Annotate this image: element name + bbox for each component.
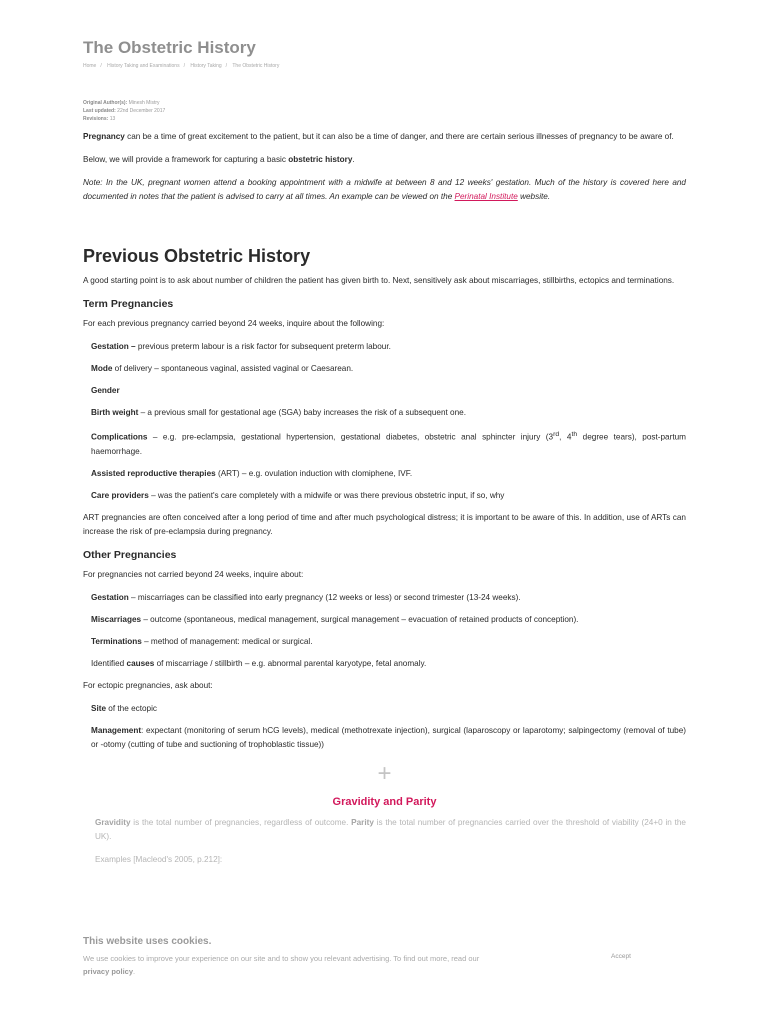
superscript-rd: rd xyxy=(553,431,560,438)
term-item-gestation xyxy=(83,340,686,354)
ectopic-item-text: : expectant (monitoring of serum hCG levels), medical (methotrexate injection), surgical (laparoscopy or laparotomy; salpingectomy (removal of tube) or -otomy (cutting of tube and suctioning of trophoblastic tissue)) xyxy=(91,725,686,749)
term-item-bold: Assisted reproductive therapies xyxy=(91,468,216,478)
other-item-bold: Miscarriages xyxy=(91,614,142,624)
author-label: Original Author(s): xyxy=(83,100,128,106)
breadcrumb-home[interactable]: Home xyxy=(83,63,97,69)
complications-text: – e.g. pre-eclampsia, gestational hypertension, gestational diabetes, obstetric anal sphincter injury (3 xyxy=(147,432,554,442)
section-heading-previous: Previous Obstetric History xyxy=(83,246,311,266)
complications-end: degree tears), post-partum haemorrhage. xyxy=(91,432,686,456)
other-item-gestation xyxy=(83,591,686,605)
term-item-bold: Birth weight xyxy=(91,408,139,417)
causes-pre: Identified xyxy=(91,658,127,668)
term-intro: For each previous pregnancy carried beyond 24 weeks, inquire about the following: xyxy=(83,319,385,328)
updated-label: Last updated: xyxy=(83,108,116,114)
other-item-terminations xyxy=(83,635,686,649)
other-intro: For pregnancies not carried beyond 24 weeks, inquire about: xyxy=(83,569,304,579)
updated-value: 22nd December 2017 xyxy=(117,108,166,114)
revisions-label: Revisions: xyxy=(83,116,109,122)
parity-text: is the total number of pregnancies carried over the threshold of viability (24+0 in the UK). xyxy=(95,817,686,841)
term-item-text: – a previous small for gestational age (SGA) baby increases the risk of a subsequent one. xyxy=(138,408,466,417)
expand-plus-icon[interactable]: + xyxy=(377,759,392,787)
term-item-text: of delivery – spontaneous vaginal, assisted vaginal or Caesarean. xyxy=(112,364,354,373)
term-item-gender xyxy=(83,384,686,398)
other-item-causes xyxy=(83,657,686,671)
previous-intro: A good starting point is to ask about number of children the patient has given birth to. Next, sensitively ask about miscarriages, stillbirths, ectopics and terminations. xyxy=(83,276,675,285)
term-item-birth-weight xyxy=(83,406,686,420)
breadcrumb-history-taking-examinations[interactable]: History Taking and Examinations xyxy=(107,63,180,69)
ectopic-item-management xyxy=(83,724,686,752)
intro-paragraph xyxy=(83,130,686,144)
ectopic-item-site xyxy=(83,702,686,716)
intro-text: can be a time of great excitement to the patient, but it can also be a time of danger, and there are certain serious illnesses of pregnancy to be aware of. xyxy=(124,132,674,141)
gravidity-paragraph xyxy=(83,816,686,844)
note-end: website. xyxy=(517,192,551,201)
term-item-bold: Gestation – xyxy=(91,342,136,351)
framework-bold: obstetric history xyxy=(288,155,353,164)
breadcrumb: Home / History Taking and Examinations / History Taking / The Obstetric History xyxy=(83,63,280,69)
perinatal-institute-link[interactable]: Perinatal Institute xyxy=(454,192,518,201)
cookie-text xyxy=(83,952,573,978)
causes-text: of miscarriage / stillbirth – e.g. abnormal parental karyotype, fetal anomaly. xyxy=(154,658,427,668)
framework-end: . xyxy=(352,155,355,164)
framework-paragraph xyxy=(83,153,686,167)
cookie-banner xyxy=(0,930,768,1024)
gravidity-text: is the total number of pregnancies, regardless of outcome. xyxy=(130,817,352,827)
term-item-bold: Complications xyxy=(91,432,148,442)
ectopic-intro: For ectopic pregnancies, ask about: xyxy=(83,680,213,690)
subheading-other: Other Pregnancies xyxy=(83,548,177,561)
term-item-art xyxy=(83,467,686,481)
other-item-miscarriages xyxy=(83,613,686,627)
other-item-bold: Gestation xyxy=(91,592,129,602)
author-value: Minesh Mistry xyxy=(128,100,160,106)
term-item-bold: Gender xyxy=(91,386,120,395)
other-item-text: – method of management: medical or surgical. xyxy=(141,636,313,646)
page-title: The Obstetric History xyxy=(83,38,256,57)
article-body xyxy=(83,130,686,876)
term-item-text: – was the patient's care completely with a midwife or was there previous obstetric input, if so, why xyxy=(148,490,505,500)
cookie-title: This website uses cookies. xyxy=(83,936,212,947)
privacy-policy-link[interactable]: privacy policy xyxy=(83,967,134,976)
gravidity-bold: Gravidity xyxy=(95,817,131,827)
term-item-bold: Mode xyxy=(91,364,113,373)
parity-bold: Parity xyxy=(351,817,374,827)
term-item-mode xyxy=(83,362,686,376)
accept-cookies-button[interactable]: Accept xyxy=(611,953,631,960)
cookie-message: We use cookies to improve your experience on our site and to show you relevant advertising. To find out more, read our xyxy=(83,954,480,963)
ectopic-item-bold: Management xyxy=(91,725,142,735)
breadcrumb-history-taking[interactable]: History Taking xyxy=(190,63,222,69)
term-item-bold: Care providers xyxy=(91,490,149,500)
term-item-care-providers xyxy=(83,489,686,503)
revisions-value: 13 xyxy=(109,116,116,122)
ectopic-item-text: of the ectopic xyxy=(106,703,158,713)
ectopic-item-bold: Site xyxy=(91,703,107,713)
term-item-complications xyxy=(83,428,686,459)
subheading-term: Term Pregnancies xyxy=(83,298,174,310)
superscript-th: th xyxy=(571,431,578,438)
cookie-end: . xyxy=(133,967,136,976)
other-item-bold: Terminations xyxy=(91,636,142,646)
intro-bold: Pregnancy xyxy=(83,132,125,141)
note-paragraph xyxy=(83,176,686,204)
framework-text: Below, we will provide a framework for capturing a basic xyxy=(83,155,289,164)
article-meta xyxy=(83,99,165,123)
note-text: Note: In the UK, pregnant women attend a booking appointment with a midwife at between 8 and 12 weeks' gestation. Much of the history is covered here and documented in notes that the patient is advised to carry at all times. An example can be viewed on the xyxy=(83,178,686,201)
term-item-text: previous preterm labour is a risk factor for subsequent preterm labour. xyxy=(135,342,391,351)
term-item-text: (ART) – e.g. ovulation induction with clomiphene, IVF. xyxy=(215,468,413,478)
causes-bold: causes xyxy=(126,658,155,668)
other-item-text: – miscarriages can be classified into early pregnancy (12 weeks or less) or second trimester (13-24 weeks). xyxy=(128,592,521,602)
art-note: ART pregnancies are often conceived after a long period of time and after much psychological distress; it is important to be aware of this. In addition, use of ARTs can increase the risk of pre-eclampsia during pregnancy. xyxy=(83,512,686,536)
examples-paragraph: Examples [Macleod's 2005, p.212]: xyxy=(95,854,223,864)
gravidity-parity-heading: Gravidity and Parity xyxy=(332,795,437,808)
complications-mid: , 4 xyxy=(559,432,572,442)
breadcrumb-current: The Obstetric History xyxy=(232,63,280,69)
other-item-text: – outcome (spontaneous, medical management, surgical management – evacuation of retained products of conception). xyxy=(141,614,579,624)
